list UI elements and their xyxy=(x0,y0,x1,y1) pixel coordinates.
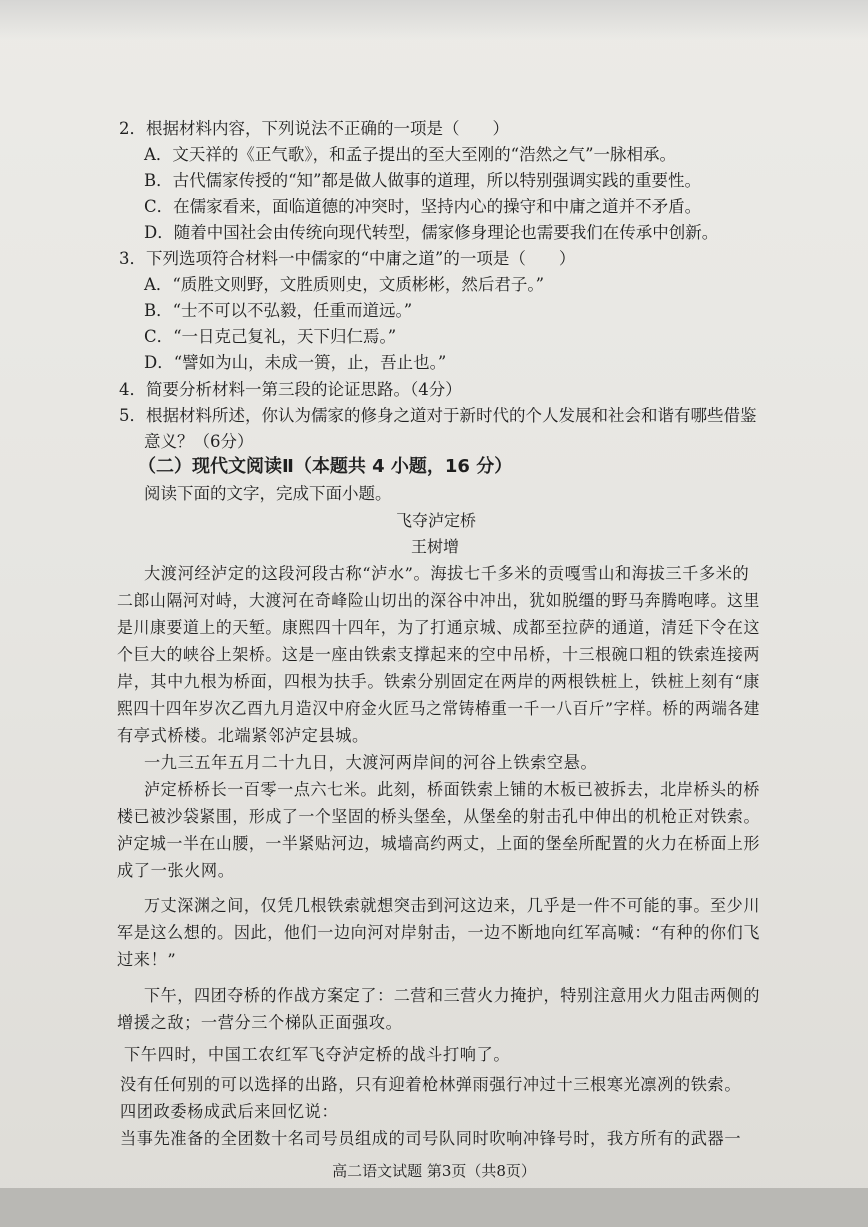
passage-line: 是川康要道上的天堑。康熙四十四年，为了打通京城、成都至拉萨的通道，清廷下令在这 xyxy=(117,618,760,637)
question-2-option-b: B．古代儒家传授的“知”都是做人做事的道理，所以特别强调实践的重要性。 xyxy=(144,171,701,190)
passage-line: 四团政委杨成武后来回忆说： xyxy=(120,1102,339,1121)
question-2-stem: 2．根据材料内容，下列说法不正确的一项是（ ） xyxy=(119,119,509,138)
passage-line: 成了一张火网。 xyxy=(117,861,235,880)
passage-line: 军是这么想的。因此，他们一边向河对岸射击，一边不断地向红军高喊：“有种的你们飞 xyxy=(117,923,760,942)
passage-line: 下午四时，中国工农红军飞夺泸定桥的战斗打响了。 xyxy=(124,1045,511,1064)
question-5-line-1: 5．根据材料所述，你认为儒家的修身之道对于新时代的个人发展和社会和谐有哪些借鉴 xyxy=(119,406,757,425)
question-4: 4．简要分析材料一第三段的论证思路。（4分） xyxy=(119,380,462,399)
passage-line: 二郎山隔河对峙，大渡河在奇峰险山切出的深谷中冲出，犹如脱缰的野马奔腾咆哮。这里 xyxy=(117,591,760,610)
question-2-option-a: A．文天祥的《正气歌》，和孟子提出的至大至刚的“浩然之气”一脉相承。 xyxy=(144,145,677,164)
passage-line: 泸定城一半在山腰，一半紧贴河边，城墙高约两丈，上面的堡垒所配置的火力在桥面上形 xyxy=(117,834,760,853)
passage-line: 熙四十四年岁次乙酉九月造汉中府金火匠马之常铸椿重一千一八百斤”字样。桥的两端各建 xyxy=(117,699,761,718)
passage-line: 一九三五年五月二十九日，大渡河两岸间的河谷上铁索空悬。 xyxy=(144,753,598,772)
passage-line: 增援之敌；一营分三个梯队正面强攻。 xyxy=(117,1013,403,1032)
section-instruction: 阅读下面的文字，完成下面小题。 xyxy=(144,484,392,503)
scan-top-shadow xyxy=(0,0,868,40)
passage-line: 个巨大的峡谷上架桥。这是一座由铁索支撑起来的空中吊桥，十三根碗口粗的铁索连接两 xyxy=(117,645,760,664)
section-heading: （二）现代文阅读Ⅱ（本题共 4 小题，16 分） xyxy=(138,456,513,477)
passage-line: 下午，四团夺桥的作战方案定了：二营和三营火力掩护，特别注意用火力阻击两侧的 xyxy=(144,986,760,1005)
page-footer: 高二语文试题 第3页（共8页） xyxy=(332,1162,536,1180)
question-3-option-a: A．“质胜文则野，文胜质则史，文质彬彬，然后君子。” xyxy=(144,275,545,294)
passage-line: 岸，其中九根为桥面，四根为扶手。铁索分别固定在两岸的两根铁桩上，铁桩上刻有“康 xyxy=(117,672,760,691)
question-2-option-c: C．在儒家看来，面临道德的冲突时，坚持内心的操守和中庸之道并不矛盾。 xyxy=(144,197,702,216)
passage-line: 大渡河经泸定的这段河段古称“泸水”。海拔七千多米的贡嘎雪山和海拔三千多米的 xyxy=(144,564,750,583)
passage-line: 楼已被沙袋紧围，形成了一个坚固的桥头堡垒，从堡垒的射击孔中伸出的机枪正对铁索。 xyxy=(117,807,760,826)
question-2-option-d: D．随着中国社会由传统向现代转型，儒家修身理论也需要我们在传承中创新。 xyxy=(144,223,719,242)
scan-bottom-edge xyxy=(0,1188,868,1227)
question-3-option-b: B．“士不可以不弘毅，任重而道远。” xyxy=(144,301,413,320)
question-3-stem: 3．下列选项符合材料一中儒家的“中庸之道”的一项是（ ） xyxy=(119,249,576,268)
question-3-option-d: D．“譬如为山，未成一篑，止，吾止也。” xyxy=(144,353,447,372)
question-3-option-c: C．“一日克己复礼，天下归仁焉。” xyxy=(144,327,397,346)
passage-title: 飞夺泸定桥 xyxy=(395,511,476,530)
passage-line: 有亭式桥楼。北端紧邻泸定县城。 xyxy=(117,726,369,745)
passage-line: 过来！” xyxy=(117,950,177,969)
passage-line: 万丈深渊之间，仅凭几根铁索就想突击到河这边来，几乎是一件不可能的事。至少川 xyxy=(144,896,760,915)
passage-line: 当事先准备的全团数十名司号员组成的司号队同时吹响冲锋号时，我方所有的武器一 xyxy=(120,1129,742,1148)
passage-line: 泸定桥桥长一百零一点六七米。此刻，桥面铁索上铺的木板已被拆去，北岸桥头的桥 xyxy=(144,780,760,799)
passage-author: 王树增 xyxy=(410,537,459,556)
passage-line: 没有任何别的可以选择的出路，只有迎着枪林弹雨强行冲过十三根寒光凛冽的铁索。 xyxy=(120,1075,742,1094)
question-5-line-2: 意义？（6分） xyxy=(144,432,254,451)
